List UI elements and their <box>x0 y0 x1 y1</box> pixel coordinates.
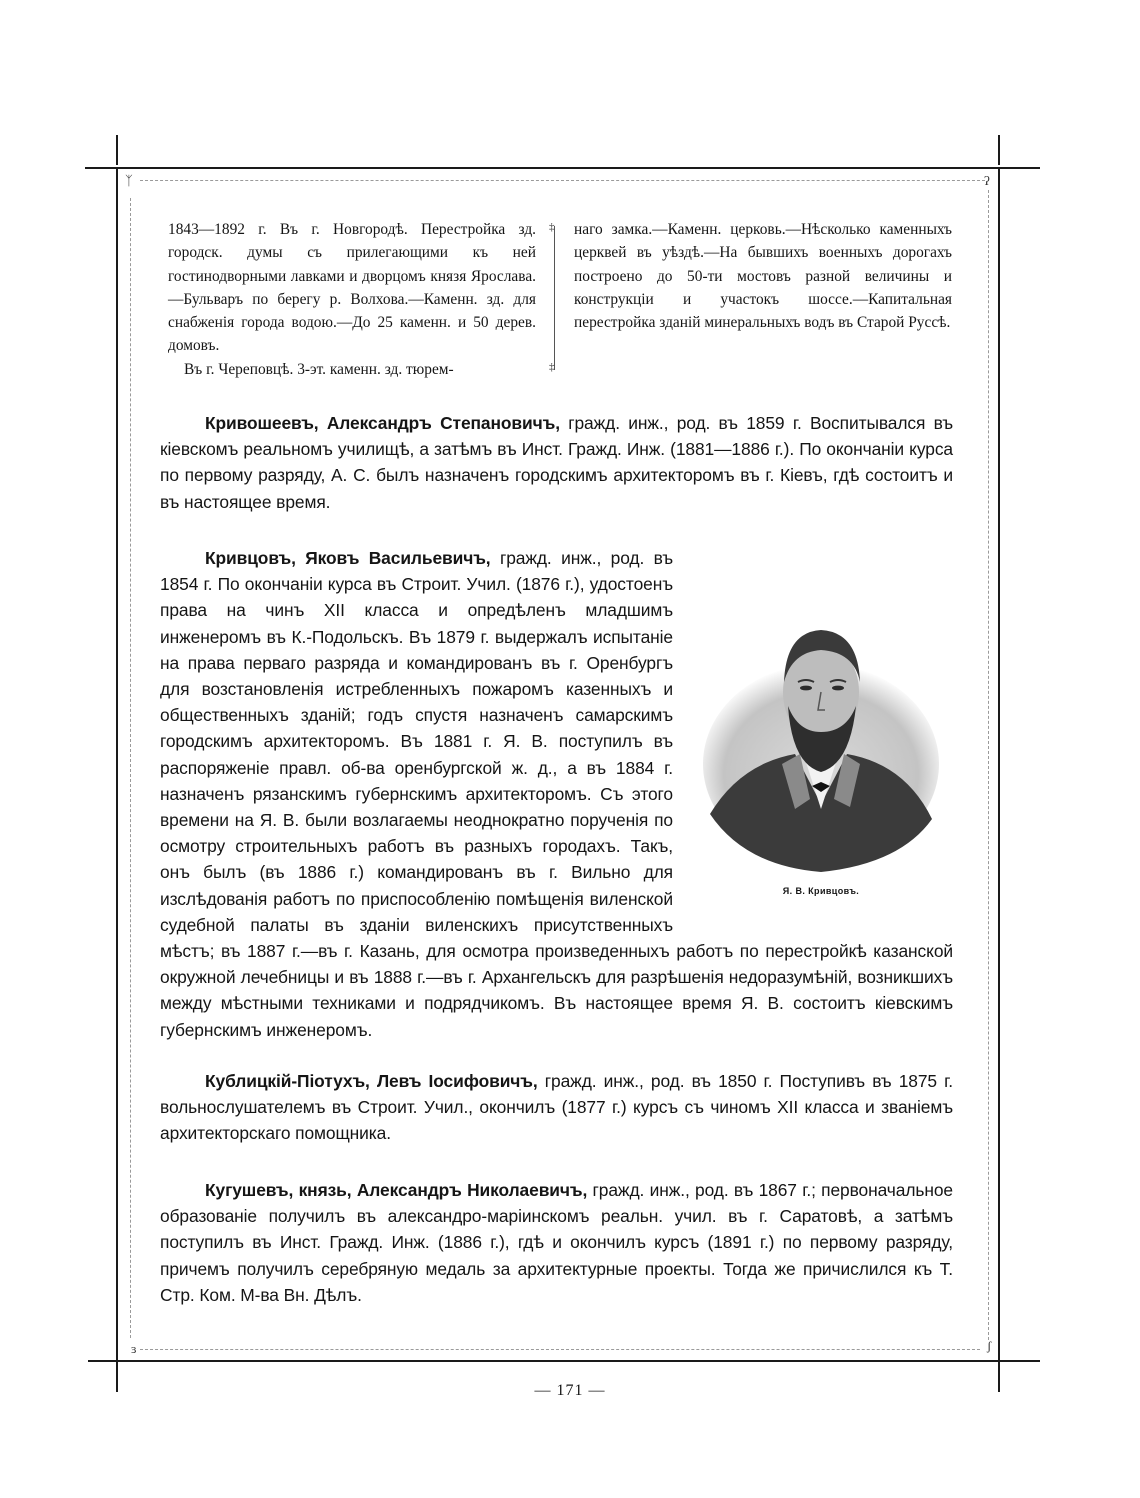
ornament-top-right-icon: ʔ <box>984 173 990 188</box>
entry-text: гражд. инж., род. въ 1867 г.; первоначальное образованіе получилъ въ александро-маріинскомъ реальн. учил. въ г. Саратовѣ, а затѣмъ поступилъ въ Инст. Гражд. Инж. (1886 г.), гдѣ и окончилъ курсъ (1891 г.) по первому разряду, причемъ получилъ серебряную медаль за архитектурные проекты. Тогда же причислился къ Т. Стр. Ком. М-ва Вн. Дѣлъ. <box>160 1180 953 1305</box>
frame-right-rule <box>998 167 1000 1392</box>
separator-top-cap-icon: ‡ <box>549 221 555 233</box>
ornament-bottom-left-icon: ɜ <box>131 1341 137 1356</box>
page-number: — 171 — <box>534 1382 606 1399</box>
biography-entry <box>160 410 953 515</box>
ornament-bottom-right-icon: ʃ <box>987 1338 992 1353</box>
left-column-paragraph: 1843—1892 г. Въ г. Новгородѣ. Перестройка зд. городск. думы съ прилегающими къ ней гостинодворными лавками и дворцомъ князя Ярослава.—Бульваръ по берегу р. Волхова.—Каменн. зд. для снабженія города водою.—До 25 каменн. и 50 дерев. домовъ. <box>168 221 536 355</box>
entry-text: гражд. инж., род. въ 1854 г. По окончаніи курса въ Строит. Учил. (1876 г.), удостоенъ права на чинъ XII класса и опредѣленъ младшимъ инженеромъ въ К.-Подольскъ. Въ 1879 г. выдержалъ испытаніе на права перваго разряда и командированъ въ г. Оренбургъ для возстановленія истребленныхъ пожаромъ казенныхъ и общественныхъ зданій; годъ спустя назначенъ самарскимъ городскимъ архитекторомъ. Въ 1881 г. Я. В. поступилъ въ распоряженіе правл. об-ва оренбургской ж. д., а въ 1884 г. назначенъ рязанскимъ губернскимъ архитекторомъ. Съ этого времени на Я. В. были возлагаемы неоднократно порученія по осмотру строительныхъ работъ въ разныхъ городахъ. Такъ, онъ былъ (въ 1886 г.) командированъ въ г. Вильно для изслѣдованія работъ по приспособленію помѣщенія виленской судебной палаты въ зданіи виленскихъ присутственныхъ мѣстъ; въ 1887 г.—въ г. Казань, для осмотра произведенныхъ работъ по перестройкѣ казанской окружной лечебницы и въ 1888 г.—въ г. Архангельскъ для разрѣшенія недоразумѣній, возникшихъ между мѣстными техниками и подрядчикомъ. Въ настоящее время Я. В. состоитъ кіевскимъ губернскимъ инженеромъ. <box>160 548 953 1040</box>
entry-text: гражд. инж., род. въ 1850 г. Поступивъ въ 1875 г. вольнослушателемъ въ Строит. Учил., окончилъ (1877 г.) курсъ съ чиномъ XII класса и званіемъ архитекторскаго помощника. <box>160 1071 953 1144</box>
frame-bottom-rule <box>88 1360 1040 1362</box>
frame-left-rule <box>116 167 118 1392</box>
column-separator <box>554 226 555 370</box>
top-right-column <box>574 218 952 334</box>
portrait-caption: Я. В. Кривцовъ. <box>782 886 860 896</box>
entry-name: Кублицкій-Піотухъ, Левъ Іосифовичъ, <box>205 1071 538 1091</box>
inner-border-right <box>988 190 989 1340</box>
separator-bottom-cap-icon: ‡ <box>549 361 555 373</box>
biography-entry <box>160 1177 953 1308</box>
crop-mark-top-right-vertical <box>998 135 1000 165</box>
top-left-column <box>168 218 536 381</box>
inner-border-left <box>130 198 131 1338</box>
right-column-paragraph: наго замка.—Каменн. церковь.—Нѣсколько каменныхъ церквей въ уѣздѣ.—На бывшихъ военныхъ дорогахъ построено до 50-ти мостовъ разной величины и конструкціи и участокъ шоссе.—Капитальная перестройка зданій минеральныхъ водъ въ Старой Руссѣ. <box>574 221 952 332</box>
portrait-figure <box>692 606 950 906</box>
biography-entry <box>160 1068 953 1147</box>
ornament-top-left-icon: ᛉ <box>125 173 133 188</box>
inner-border-bottom <box>140 1349 980 1350</box>
portrait-image <box>700 614 942 882</box>
left-column-paragraph: Въ г. Череповцѣ. 3-эт. каменн. зд. тюрем- <box>184 360 454 378</box>
crop-mark-top-left-vertical <box>116 135 118 165</box>
entry-name: Кривошеевъ, Александръ Степановичъ, <box>205 413 560 433</box>
inner-border-top <box>140 180 985 181</box>
entry-name: Кугушевъ, князь, Александръ Николаевичъ, <box>205 1180 588 1200</box>
frame-top-rule <box>85 167 1040 169</box>
entry-text: гражд. инж., род. въ 1859 г. Воспитывался въ кіевскомъ реальномъ училищѣ, а затѣмъ въ Инст. Гражд. Инж. (1881—1886 г.). По окончаніи курса по первому разряду, А. С. былъ назначенъ городскимъ архитекторомъ въ г. Кіевъ, гдѣ состоитъ и въ настоящее время. <box>160 413 953 512</box>
entry-name: Кривцовъ, Яковъ Васильевичъ, <box>205 548 491 568</box>
